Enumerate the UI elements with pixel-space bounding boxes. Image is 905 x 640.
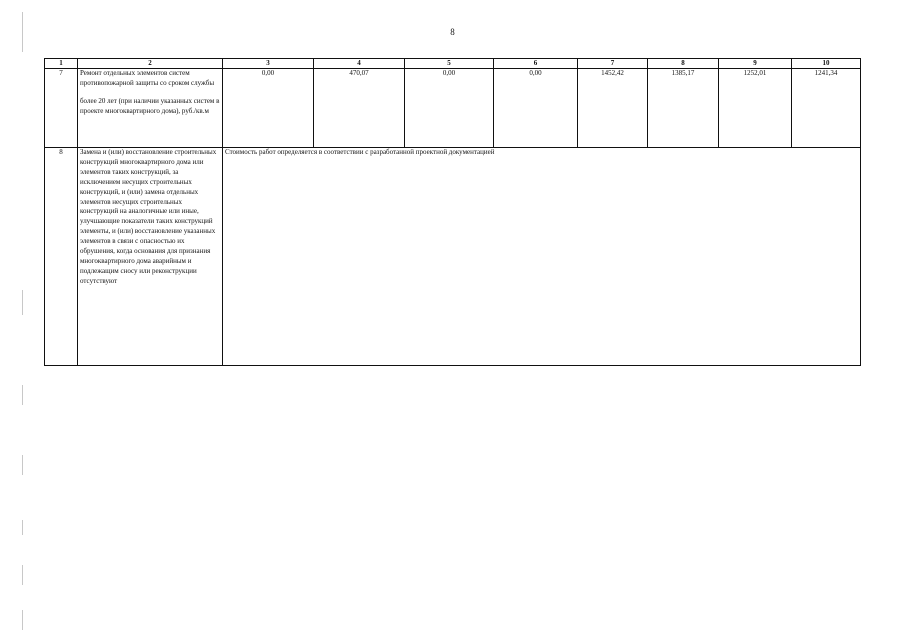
value-cell: 1452,42 — [578, 69, 648, 148]
column-number: 5 — [405, 59, 494, 69]
page-number: 8 — [450, 27, 455, 37]
value-cell: 1241,34 — [792, 69, 861, 148]
value-cell: 470,07 — [314, 69, 405, 148]
scan-margin-mark — [22, 290, 23, 315]
column-number: 7 — [578, 59, 648, 69]
column-number-row — [45, 59, 861, 69]
cost-table — [44, 58, 861, 366]
row-description — [78, 69, 223, 148]
description-paragraph: более 20 лет (при наличии указанных систем в проекте многоквартирного дома), руб./кв.м — [80, 96, 220, 115]
row-number: 7 — [45, 69, 78, 148]
scan-margin-mark — [22, 565, 23, 585]
table-row — [45, 148, 861, 366]
column-number: 10 — [792, 59, 861, 69]
value-cell: 0,00 — [223, 69, 314, 148]
description-paragraph: Ремонт отдельных элементов систем противопожарной защиты со сроком службы — [80, 69, 215, 87]
row-description — [78, 148, 223, 366]
scan-margin-mark — [22, 455, 23, 475]
value-cell: 0,00 — [494, 69, 578, 148]
scan-margin-mark — [22, 385, 23, 405]
description-paragraph: Замена и (или) восстановление строительных конструкций многоквартирного дома или элементов таких конструкций, за исключением несущих строительных конструкций, и (или) замена отдельных элементов несущих строительных конструкций на аналогичные или иные, улучшающие показатели таких конструкций элементы, и (или) восстановление указанных элементов в связи с опасностью их обрушения, когда основания для признания многоквартирного дома аварийным и подлежащим сносу или реконструкции отсутствуют — [80, 148, 217, 285]
column-number: 1 — [45, 59, 78, 69]
table-row — [45, 69, 861, 148]
column-number: 4 — [314, 59, 405, 69]
scan-margin-mark — [22, 520, 23, 535]
value-cell: 0,00 — [405, 69, 494, 148]
column-number: 2 — [78, 59, 223, 69]
column-number: 6 — [494, 59, 578, 69]
span-note: Стоимость работ определяется в соответствии с разработанной проектной документацией — [223, 148, 861, 366]
row-number: 8 — [45, 148, 78, 366]
column-number: 3 — [223, 59, 314, 69]
value-cell: 1252,01 — [719, 69, 792, 148]
column-number: 8 — [648, 59, 719, 69]
scan-margin-mark — [22, 610, 23, 630]
value-cell: 1385,17 — [648, 69, 719, 148]
column-number: 9 — [719, 59, 792, 69]
scan-margin-mark — [22, 12, 23, 52]
